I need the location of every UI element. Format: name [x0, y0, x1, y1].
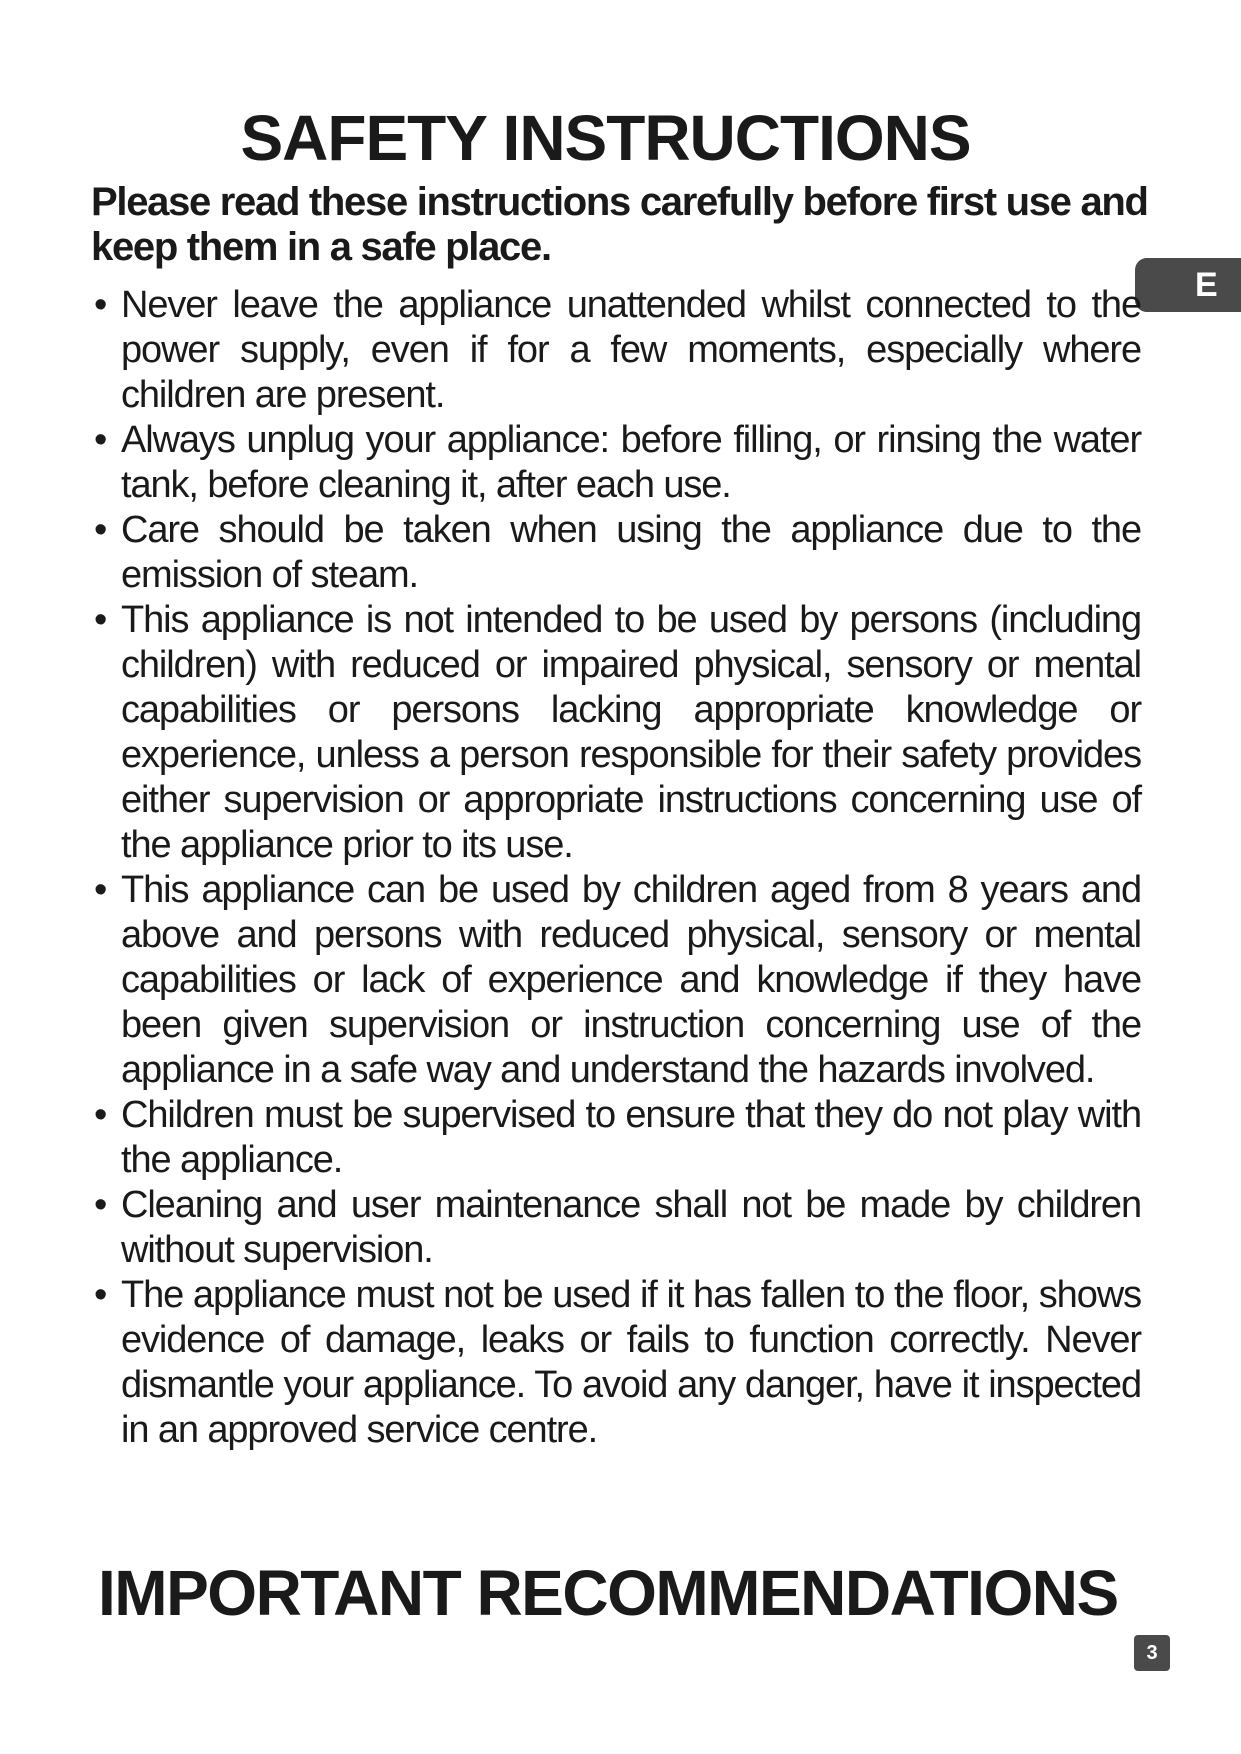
bullet-icon: •	[94, 869, 107, 911]
safety-instructions-list	[91, 283, 1141, 1453]
list-item-text: Never leave the appliance unattended whilst connected to the power supply, even if for a few moments, especially where children are present.	[121, 284, 1141, 416]
language-tab: E	[1135, 258, 1241, 312]
bullet-icon: •	[94, 599, 107, 641]
list-item-text: Children must be supervised to ensure that they do not play with the appliance.	[121, 1094, 1141, 1181]
list-item-text: Care should be taken when using the appliance due to the emission of steam.	[121, 509, 1141, 596]
list-item-text: Always unplug your appliance: before filling, or rinsing the water tank, before cleaning it, after each use.	[121, 419, 1141, 506]
list-item	[91, 418, 1141, 508]
bullet-icon: •	[94, 284, 107, 326]
bullet-icon: •	[94, 509, 107, 551]
list-item	[91, 1183, 1141, 1273]
list-item	[91, 1093, 1141, 1183]
section-title: IMPORTANT RECOMMENDATIONS	[98, 1557, 1118, 1629]
list-item-text: This appliance is not intended to be used by persons (including children) with reduced or impaired physical, sensory or mental capabilities or persons lacking appropriate knowledge or experience, unless a person responsible for their safety provides either supervision or appropriate instructions concerning use of the appliance prior to its use.	[121, 599, 1141, 866]
page-title: SAFETY INSTRUCTIONS	[240, 102, 971, 174]
bullet-icon: •	[94, 419, 107, 461]
bullet-icon: •	[94, 1274, 107, 1316]
bullet-icon: •	[94, 1094, 107, 1136]
list-item	[91, 283, 1141, 418]
list-item	[91, 508, 1141, 598]
list-item	[91, 598, 1141, 868]
list-item	[91, 1273, 1141, 1453]
page-number: 3	[1134, 1635, 1170, 1671]
list-item-text: The appliance must not be used if it has fallen to the floor, shows evidence of damage, leaks or fails to function correctly. Never dismantle your appliance. To avoid any danger, have it inspected in an approved service centre.	[121, 1274, 1141, 1451]
list-item	[91, 868, 1141, 1093]
bullet-icon: •	[94, 1184, 107, 1226]
list-item-text: This appliance can be used by children aged from 8 years and above and persons with reduced physical, sensory or mental capabilities or lack of experience and knowledge if they have been given supervision or instruction concerning use of the appliance in a safe way and understand the hazards involved.	[121, 869, 1141, 1091]
list-item-text: Cleaning and user maintenance shall not be made by children without supervision.	[121, 1184, 1141, 1271]
intro-text: Please read these instructions carefully before first use and keep them in a safe place.	[91, 180, 1148, 269]
